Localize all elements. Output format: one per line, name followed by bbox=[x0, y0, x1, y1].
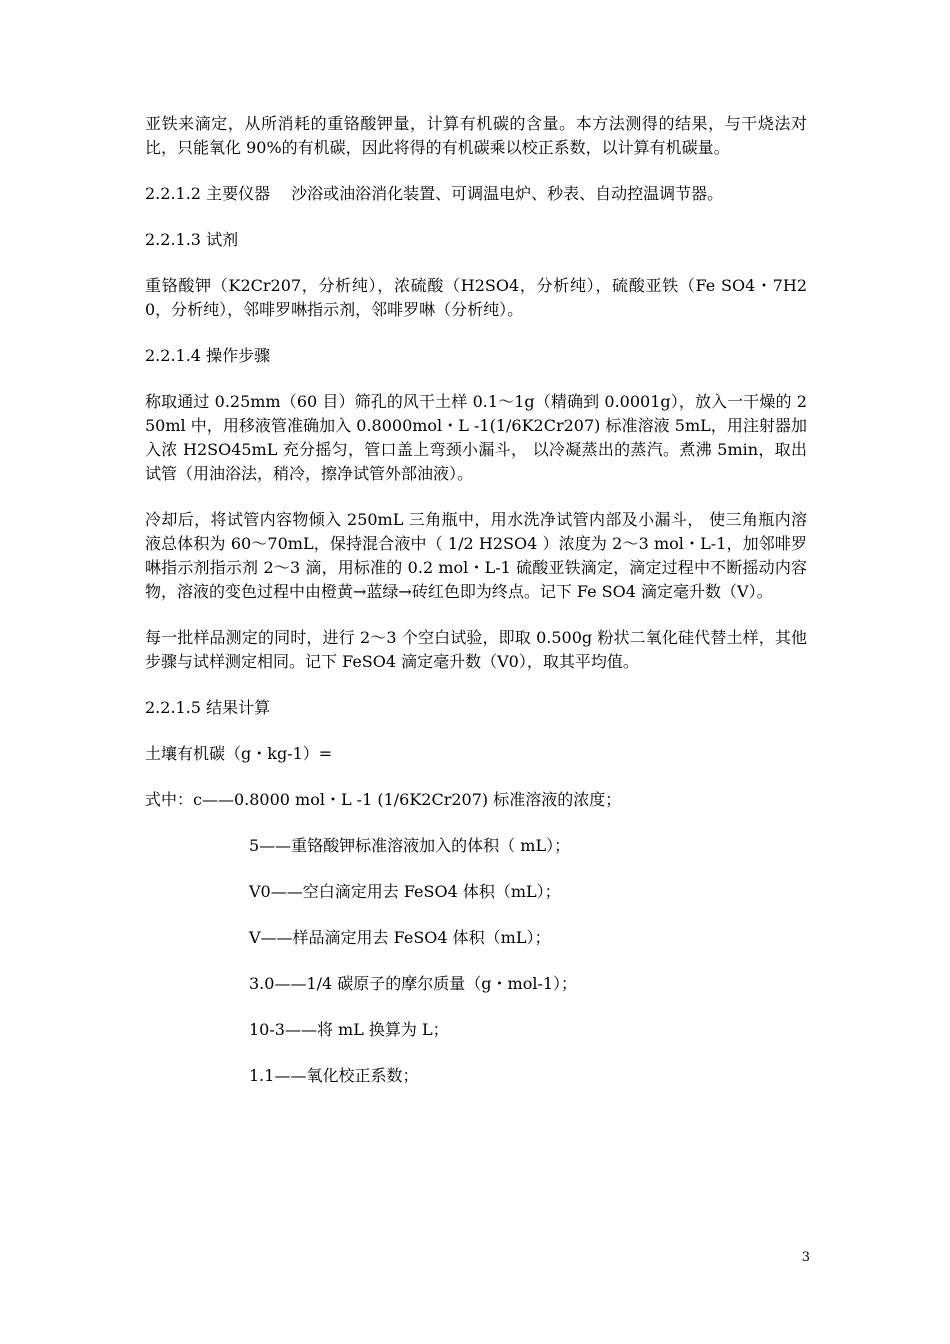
paragraph-intro-continued: 亚铁来滴定，从所消耗的重铬酸钾量，计算有机碳的含量。本方法测得的结果，与干烧法对比，只能氧化 90%的有机碳，因此将得的有机碳乘以校正系数，以计算有机碳量。 bbox=[145, 114, 807, 157]
document-body bbox=[145, 112, 807, 1110]
definition-v0: V0——空白滴定用去 FeSO4 体积（mL）； bbox=[249, 882, 561, 901]
definition-unit-conversion: 10-3——将 mL 换算为 L； bbox=[249, 1020, 449, 1039]
section-heading-calculation: 2.2.1.5 结果计算 bbox=[145, 698, 271, 717]
definition-volume-5: 5——重铬酸钾标准溶液加入的体积（ mL）； bbox=[249, 836, 571, 855]
page-number: 3 bbox=[801, 1250, 810, 1265]
formula-label: 土壤有机碳（g・kg-1）= bbox=[145, 744, 333, 763]
paragraph-blank-test: 每一批样品测定的同时，进行 2～3 个空白试验，即取 0.500g 粉状二氧化硅代替土样，其他步骤与试样测定相同。记下 FeSO4 滴定毫升数（V0），取其平均值。 bbox=[145, 628, 807, 671]
section-heading-reagents: 2.2.1.3 试剂 bbox=[145, 230, 239, 249]
definition-c: 式中：c——0.8000 mol・L -1 (1/6K2Cr207) 标准溶液的浓度； bbox=[145, 790, 622, 809]
paragraph-procedure-titration: 冷却后，将试管内容物倾入 250mL 三角瓶中，用水洗净试管内部及小漏斗， 使三角瓶内溶液总体积为 60～70mL，保持混合液中（ 1/2 H2SO4 ）浓度为 2～3 mol・L-1，加邻啡罗啉指示剂指示剂 2～3 滴，用标准的 0.2 mol・L-1 硫酸亚铁滴定，滴定过程中不断摇动内容物，溶液的变色过程中由橙黄→蓝绿→砖红色即为终点。记下 Fe SO4 滴定毫升数（V）。 bbox=[145, 510, 807, 601]
definition-correction-factor: 1.1——氧化校正系数； bbox=[249, 1066, 419, 1085]
definition-molar-mass: 3.0——1/4 碳原子的摩尔质量（g・mol-1）； bbox=[249, 974, 578, 993]
paragraph-main-instruments: 2.2.1.2 主要仪器 沙浴或油浴消化装置、可调温电炉、秒表、自动控温调节器。 bbox=[145, 184, 724, 203]
paragraph-procedure-weighing: 称取通过 0.25mm（60 目）筛孔的风干土样 0.1～1g（精确到 0.0001g），放入一干燥的 250ml 中，用移液管准确加入 0.8000mol・L -1(1/6K2Cr207) 标准溶液 5mL，用注射器加入浓 H2SO45mL 充分摇匀，管口盖上弯颈小漏斗， 以冷凝蒸出的蒸汽。煮沸 5min，取出试管（用油浴法，稍冷，擦净试管外部油液）。 bbox=[145, 392, 807, 483]
definition-v: V——样品滴定用去 FeSO4 体积（mL）； bbox=[249, 928, 551, 947]
paragraph-reagents: 重铬酸钾（K2Cr207，分析纯），浓硫酸（H2SO4，分析纯），硫酸亚铁（Fe SO4・7H20，分析纯），邻啡罗啉指示剂，邻啡罗啉（分析纯）。 bbox=[145, 276, 807, 319]
section-heading-procedure: 2.2.1.4 操作步骤 bbox=[145, 346, 271, 365]
